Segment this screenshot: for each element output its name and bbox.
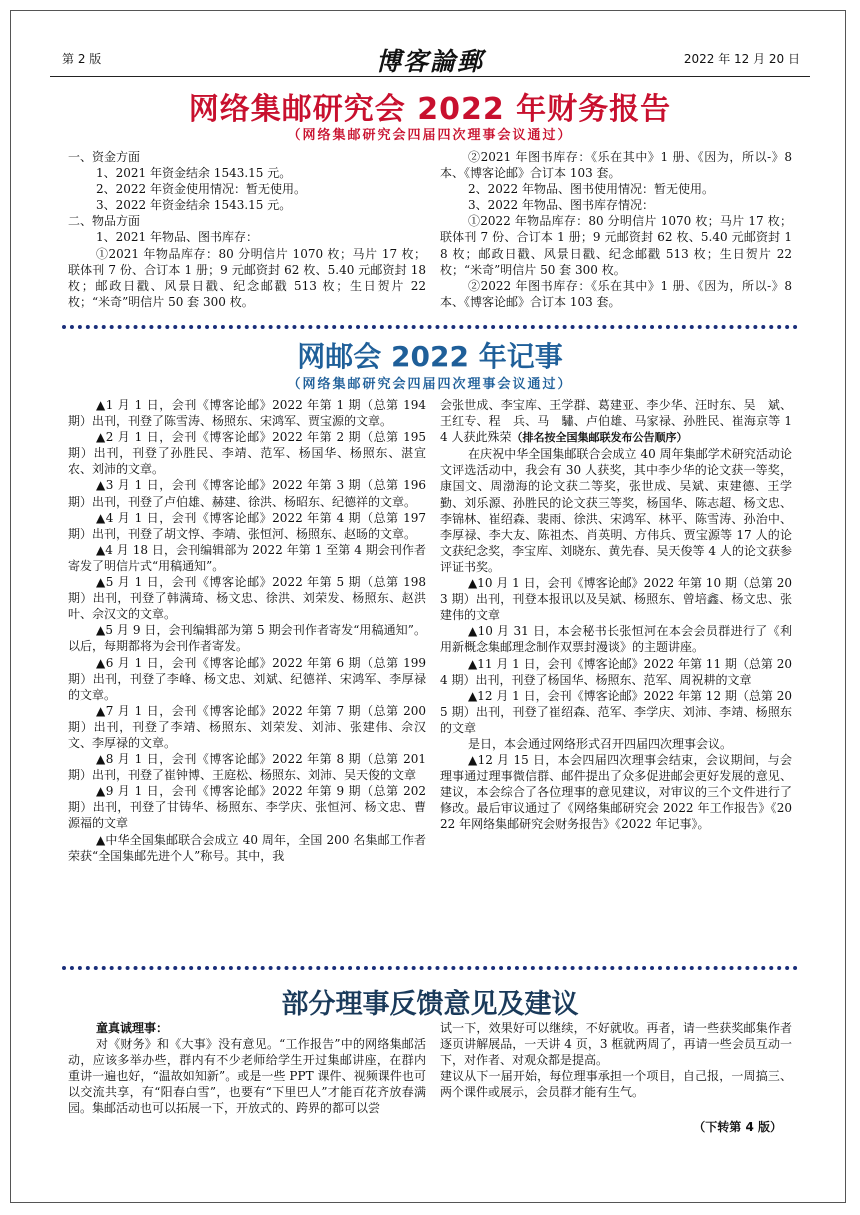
events-right-column (440, 397, 792, 833)
finance-item: 2、2022 年资金使用情况：暂无使用。 (96, 182, 306, 197)
finance-right-column (440, 149, 792, 310)
dotted-divider (62, 325, 798, 329)
finance-item: 3、2022 年资金结余 1543.15 元。 (96, 198, 292, 213)
event-entry: ▲5 月 1 日，会刊《博客论邮》2022 年第 5 期（总第 198 期）出刊，刊登了韩满琦、杨文忠、徐洪、刘荣发、杨照东、赵洪叶、佘汉文的文章。 (68, 575, 426, 622)
event-entry: ▲5 月 9 日，会刊编辑部为第 5 期会刊作者寄发“用稿通知”。以后，每期都将为会刊作者寄发。 (68, 623, 426, 654)
event-entry: ▲2 月 1 日，会刊《博客论邮》2022 年第 2 期（总第 195 期）出刊，刊登了孙胜民、李靖、范军、杨国华、杨照东、湛宣农、刘沛的文章。 (68, 430, 426, 477)
continued-note: （下转第 4 版） (693, 1120, 782, 1134)
events-subtitle: （网络集邮研究会四届四次理事会议通过） (287, 377, 573, 392)
feedback-author: 童真诚理事： (96, 1021, 169, 1035)
event-entry: ▲11 月 1 日，会刊《博客论邮》2022 年第 11 期（总第 204 期）出刊，刊登了杨国华、杨照东、范军、周祝耕的文章 (440, 656, 792, 687)
ranking-note: （排名按全国集邮联发布公告顺序） (511, 431, 688, 445)
finance-item: 二、物品方面 (68, 214, 141, 229)
event-entry: ▲7 月 1 日，会刊《博客论邮》2022 年第 7 期（总第 200 期）出刊，刊登了李靖、杨照东、刘荣发、刘沛、张建伟、佘汉文、李厚禄的文章。 (68, 703, 426, 750)
finance-title: 网络集邮研究会 2022 年财务报告 (188, 92, 672, 127)
page-header (50, 42, 810, 77)
finance-item: ②2022 年图书库存：《乐在其中》1 册、《因为，所以-》8 本、《博客论邮》合订本 103 套。 (440, 278, 792, 309)
finance-item: 3、2022 年物品、图书库存情况： (468, 198, 654, 213)
event-entry: ▲12 月 15 日，本会四届四次理事会结束，会议期间，与会理事通过理事微信群、邮件提出了众多促进邮会更好发展的意见、建议，本会综合了各位理事的意见建议，对审议的三个文件进行了修改。最后审议通过了《网络集邮研究会 2022 年工作报告》《2022 年网络集邮研究会财务报告》《2022 年记事》。 (440, 753, 792, 832)
event-entry: ▲8 月 1 日，会刊《博客论邮》2022 年第 8 期（总第 201 期）出刊，刊登了崔钟博、王庭松、杨照东、刘沛、吴天俊的文章 (68, 752, 426, 783)
event-entry: ▲4 月 1 日，会刊《博客论邮》2022 年第 4 期（总第 197 期）出刊，刊登了胡文惇、李靖、张恒河、杨照东、赵旸的文章。 (68, 510, 426, 541)
feedback-paragraph: 试一下，效果好可以继续，不好就收。再者，请一些获奖邮集作者逐页讲解展品，一天讲 4 页，3 框就两周了，再请一些会员互动一下，对作者、对观众都是提高。 (440, 1021, 792, 1068)
finance-item: ①2021 年物品库存：80 分明信片 1070 枚；马片 17 枚；联体刊 7 份、合订本 1 册；9 元邮资封 62 枚、5.40 元邮资封 18 枚；邮政日戳、风景日戳、纪念邮戳 513 枚；生日贺片 22 枚；“米奇”明信片 50 套 300 枚。 (68, 246, 426, 309)
event-entry: ▲10 月 31 日，本会秘书长张恒河在本会会员群进行了《利用新概念集邮理念制作双票封漫谈》的主题讲座。 (440, 624, 792, 655)
feedback-title: 部分理事反馈意见及建议 (281, 989, 579, 1020)
finance-left-column (68, 149, 426, 310)
event-entry: ▲6 月 1 日，会刊《博客论邮》2022 年第 6 期（总第 199 期）出刊，刊登了李峰、杨文忠、刘斌、纪德祥、宋鸿军、李厚禄的文章。 (68, 655, 426, 702)
event-entry: ▲3 月 1 日，会刊《博客论邮》2022 年第 3 期（总第 196 期）出刊，刊登了卢伯雄、赫建、徐洪、杨昭东、纪德祥的文章。 (68, 478, 426, 509)
masthead-logo: 博客論郵 (375, 47, 484, 76)
event-entry: 在庆祝中华全国集邮联合会成立 40 周年集邮学术研究活动论文评选活动中，我会有 30 人获奖，其中李少华的论文获一等奖，康国文、周渤海的论文获二等奖，张世成、吴斌、束建德、王学勤、刘乐源、孙胜民的论文获三等奖，杨国华、陈志超、杨文忠、李锦林、崔绍森、裴雨、徐洪、宋鸿军、林平、陈雪涛、孙治中、李厚禄、李大友、陈祖杰、肖英明、方伟兵、贾宝源等 17 人的论文获纪念奖，李宝库、刘晓东、黄先春、吴天俊等 4 人的论文获参评证书奖。 (440, 447, 792, 574)
finance-item: ①2022 年物品库存：80 分明信片 1070 枚；马片 17 枚；联体刊 7 份、合订本 1 册；9 元邮资封 62 枚、5.40 元邮资封 18 枚；邮政日戳、风景日戳、纪念邮戳 513 枚；生日贺片 22 枚；“米奇”明信片 50 套 300 枚。 (440, 214, 792, 277)
events-left-column (68, 397, 426, 864)
finance-item: 2、2022 年物品、图书使用情况：暂无使用。 (468, 182, 714, 197)
event-entry: ▲12 月 1 日，会刊《博客论邮》2022 年第 12 期（总第 205 期）出刊，刊登了崔绍森、范军、李学庆、刘沛、李靖、杨照东的文章 (440, 688, 792, 735)
events-title: 网邮会 2022 年记事 (297, 340, 563, 373)
feedback-left-column (68, 1020, 426, 1117)
dotted-divider (62, 966, 798, 970)
page-number: 第 2 版 (62, 52, 102, 66)
feedback-paragraph: 建议从下一届开始，每位理事承担一个项目，自己报，一周搞三、两个课件或展示，会员群才能有生气。 (440, 1069, 792, 1100)
finance-subtitle: （网络集邮研究会四届四次理事会议通过） (287, 128, 573, 143)
finance-item: ②2021 年图书库存：《乐在其中》1 册、《因为，所以-》8 本、《博客论邮》合订本 103 套。 (440, 150, 792, 181)
event-entry: ▲10 月 1 日，会刊《博客论邮》2022 年第 10 期（总第 203 期）出刊，刊登本报讯以及吴斌、杨照东、曾培鑫、杨文忠、张建伟的文章 (440, 576, 792, 623)
event-entry-continued (440, 397, 792, 446)
finance-item: 一、资金方面 (68, 150, 141, 164)
event-entry: 是日，本会通过网络形式召开四届四次理事会议。 (468, 736, 733, 751)
event-continued-text: 会张世成、李宝库、王学群、葛建亚、李少华、汪时东、吴 斌、王红专、程 兵、马 驌、卢伯雄、马家禄、孙胜民、崔海京等 14 人获此殊荣 (440, 398, 792, 445)
finance-item: 1、2021 年物品、图书库存： (96, 230, 258, 245)
event-entry: ▲中华全国集邮联合会成立 40 周年，全国 200 名集邮工作者荣获“全国集邮先进个人”称号。其中，我 (68, 832, 426, 863)
event-entry: ▲1 月 1 日，会刊《博客论邮》2022 年第 1 期（总第 194 期）出刊，刊登了陈雪涛、杨照东、宋鸿军、贾宝源的文章。 (68, 398, 426, 429)
issue-date: 2022 年 12 月 20 日 (683, 52, 800, 66)
feedback-paragraph: 对《财务》和《大事》没有意见。“工作报告”中的网络集邮活动，应该多举办些，群内有不少老师给学生开过集邮讲座，在群内重讲一遍也好，“温故如知新”。或是一些 PPT 课件、视频课件也可以交流共享，有“阳春白雪”，也要有“下里巴人”才能百花齐放春满园。集邮活动也可以拓展一下，开放式的、跨界的都可以尝 (68, 1037, 426, 1116)
feedback-right-column (440, 1020, 792, 1100)
event-entry: ▲9 月 1 日，会刊《博客论邮》2022 年第 9 期（总第 202 期）出刊，刊登了甘铸华、杨照东、李学庆、张恒河、杨文忠、曹源福的文章 (68, 784, 426, 831)
finance-item: 1、2021 年资金结余 1543.15 元。 (96, 166, 292, 181)
event-entry: ▲4 月 18 日，会刊编辑部为 2022 年第 1 至第 4 期会刊作者寄发了明信片式“用稿通知”。 (68, 542, 426, 573)
